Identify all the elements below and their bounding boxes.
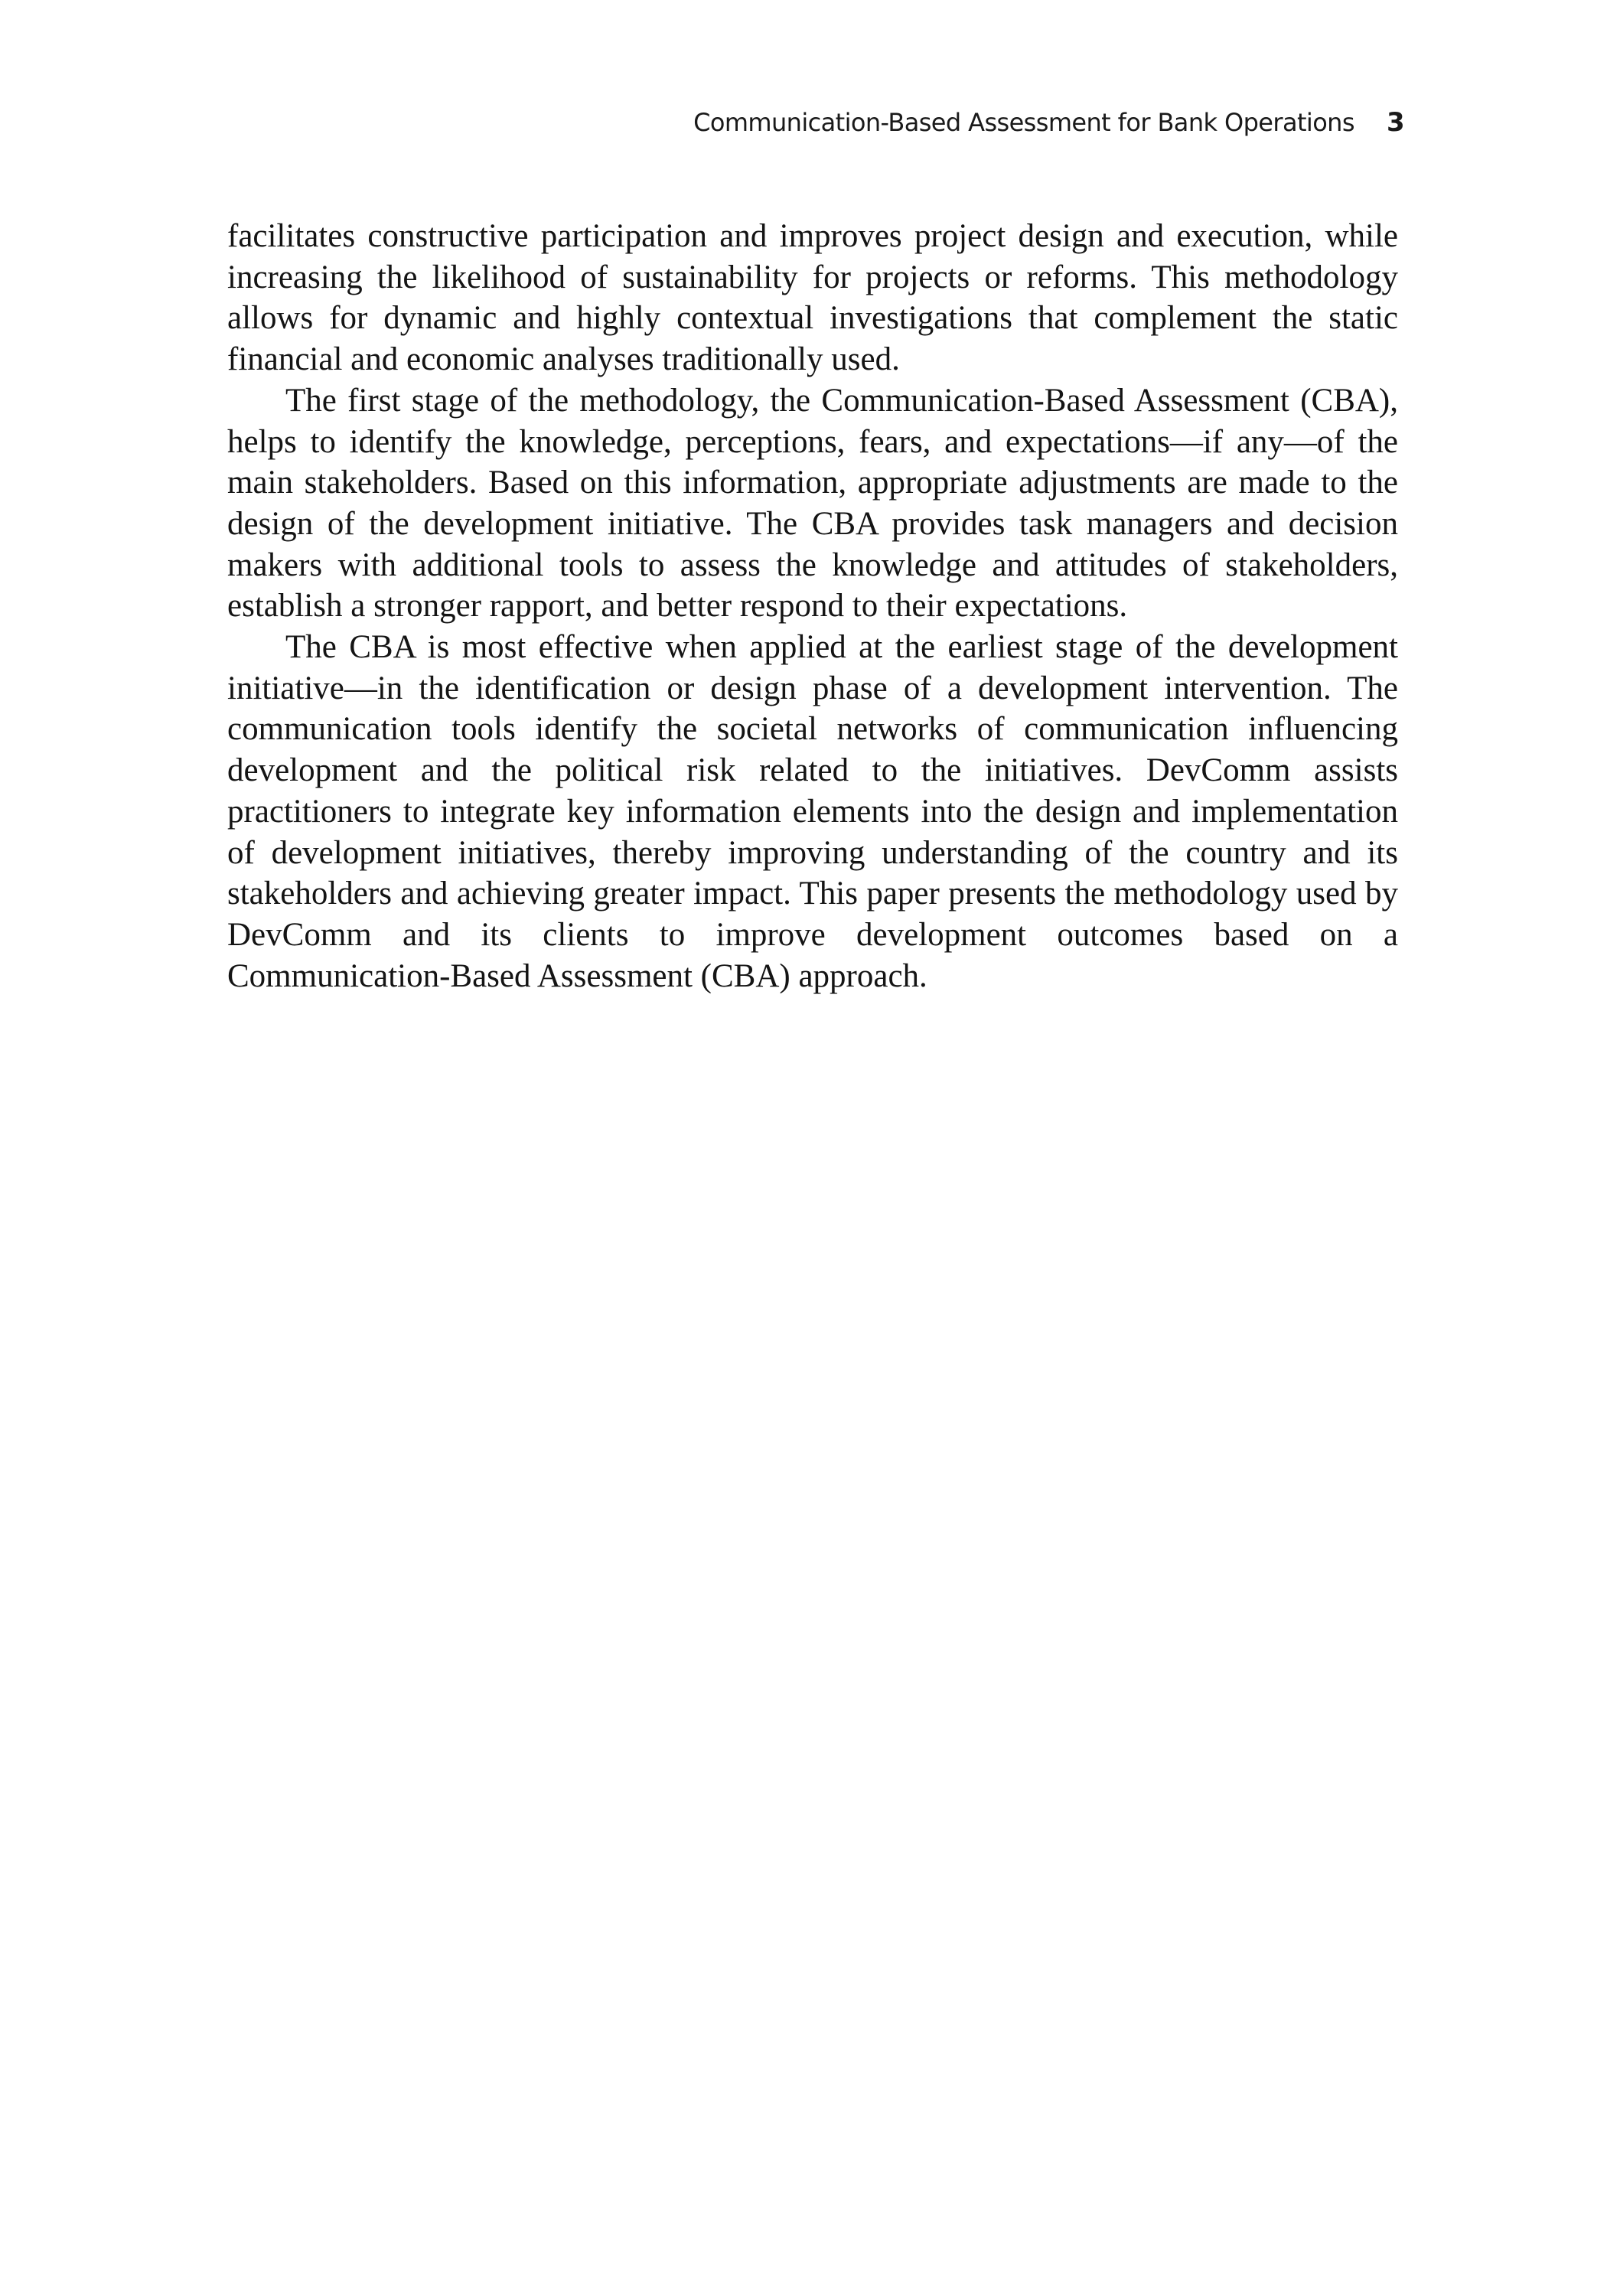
paragraph-first-stage: The first stage of the methodology, the Communication-Based Assessment (CBA), helps to identify the knowledge, perceptions, fears, and expectations—if any—of the main stakeholders. Based on this information, appropriate adjustments are made to the design of the development initiative. The CBA provides task managers and decision makers with additional tools to assess the knowledge and attitudes of stakeholders, establish a stronger rapport, and better respond to their expectations. — [227, 382, 1398, 625]
paragraph-continuation: facilitates constructive participation and improves project design and execution, while increasing the likelihood of sustainability for projects or reforms. This methodology allows for dynamic and highly contextual investigations that complement the static financial and economic analyses traditionally used. — [227, 218, 1398, 378]
running-title: Communication-Based Assessment for Bank Operations — [693, 108, 1354, 137]
paragraph-cba-effectiveness: The CBA is most effective when applied at the earliest stage of the development initiative—in the identification or design phase of a development intervention. The communication tools identify the societal networks of communication influencing development and the political risk related to the initiatives. DevComm assists practitioners to integrate key information elements into the design and implementation of development initiatives, thereby improving understanding of the country and its stakeholders and achieving greater impact. This paper presents the methodology used by DevComm and its clients to improve development outcomes based on a Communication-Based Assessment (CBA) approach. — [227, 629, 1398, 994]
body-text — [227, 216, 1398, 996]
running-header — [693, 107, 1404, 138]
page-number: 3 — [1386, 107, 1404, 138]
